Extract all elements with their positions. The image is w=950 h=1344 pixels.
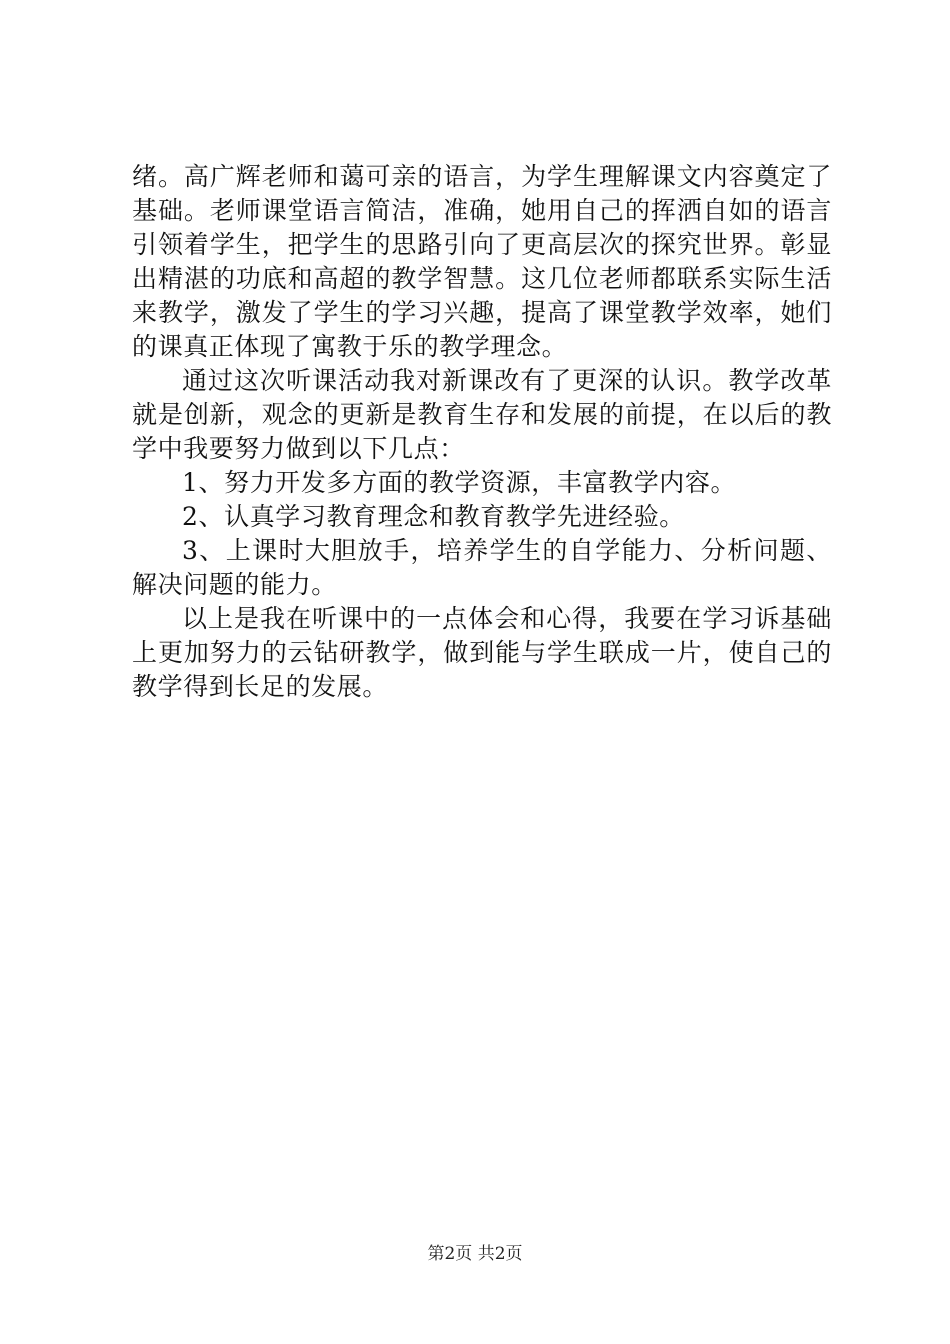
list-item-2: 2、认真学习教育理念和教育教学先进经验。 [182, 502, 685, 531]
page-footer [0, 1243, 950, 1265]
paragraph-continuation: 绪。高广辉老师和蔼可亲的语言，为学生理解课文内容奠定了基础。老师课堂语言简洁，准确，她用自己的挥洒自如的语言引领着学生，把学生的思路引向了更高层次的探究世界。彰显出精湛的功底和高超的教学智慧。这几位老师都联系实际生活来教学，激发了学生的学习兴趣，提高了课堂教学效率，她们的课真正体现了寓教于乐的教学理念。 [132, 162, 832, 361]
document-body [132, 160, 832, 704]
page-number-label: 第2页 共2页 [427, 1244, 523, 1264]
paragraph-conclusion: 以上是我在听课中的一点体会和心得，我要在学习诉基础上更加努力的云钻研教学，做到能与学生联成一片，使自己的教学得到长足的发展。 [132, 604, 832, 701]
list-item-1: 1、努力开发多方面的教学资源，丰富教学内容。 [182, 468, 737, 497]
paragraph-new-curriculum: 通过这次听课活动我对新课改有了更深的认识。教学改革就是创新，观念的更新是教育生存和发展的前提，在以后的教学中我要努力做到以下几点： [132, 366, 832, 463]
list-item-3: 3、上课时大胆放手，培养学生的自学能力、分析问题、解决问题的能力。 [132, 536, 832, 599]
